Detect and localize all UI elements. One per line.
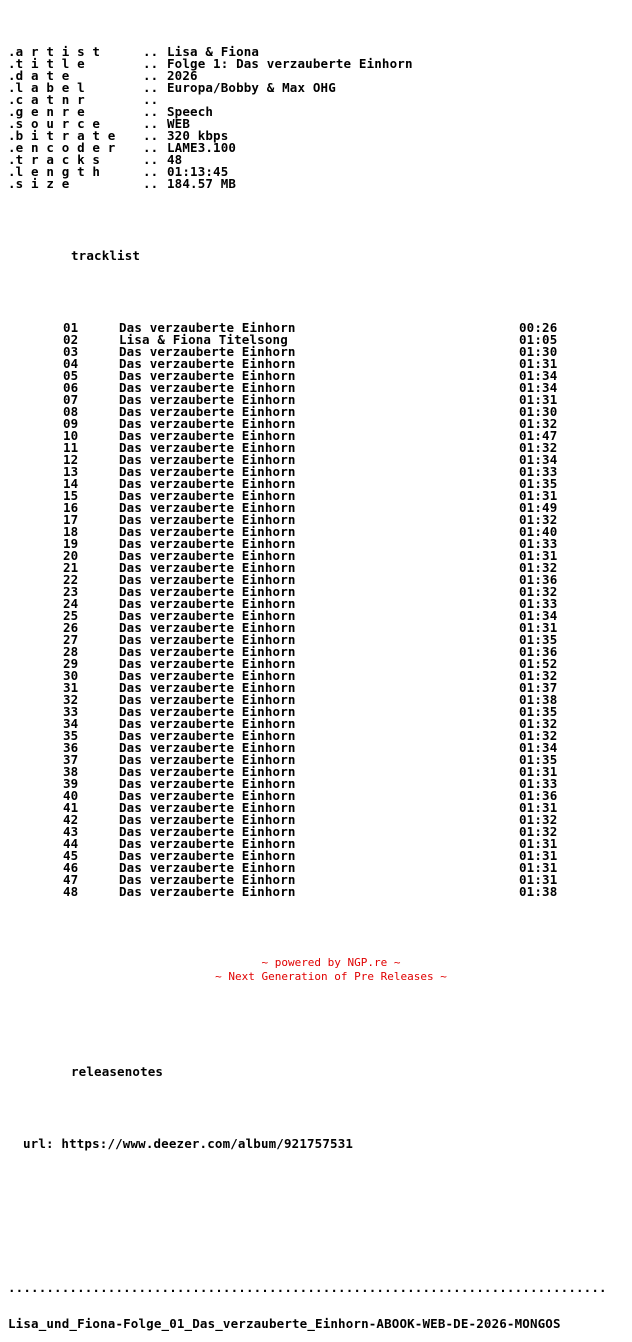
track-title: Das verzauberte Einhorn — [119, 512, 296, 527]
track-title: Das verzauberte Einhorn — [119, 320, 296, 335]
track-number: 34 — [63, 716, 79, 731]
track-duration: 01:34 — [519, 608, 558, 623]
track-duration: 01:49 — [519, 500, 558, 515]
track-duration: 01:33 — [519, 776, 558, 791]
track-title: Das verzauberte Einhorn — [119, 596, 296, 611]
info-key: .d a t e — [8, 68, 70, 83]
info-value: 184.57 MB — [167, 176, 237, 191]
footer-powered-by: ~ powered by NGP.re ~ — [261, 956, 401, 969]
info-value: LAME3.100 — [167, 140, 237, 155]
track-duration: 01:36 — [519, 572, 558, 587]
info-row — [8, 142, 628, 154]
info-value: Folge 1: Das verzauberte Einhorn — [167, 56, 413, 71]
track-duration: 01:35 — [519, 476, 558, 491]
track-duration: 01:33 — [519, 596, 558, 611]
track-duration: 01:32 — [519, 584, 558, 599]
url-label: url: — [23, 1136, 54, 1151]
track-title: Das verzauberte Einhorn — [119, 728, 296, 743]
info-separator: .. — [143, 68, 159, 83]
track-number: 39 — [63, 776, 79, 791]
track-title: Das verzauberte Einhorn — [119, 524, 296, 539]
track-duration: 00:26 — [519, 320, 558, 335]
track-number: 03 — [63, 344, 79, 359]
track-duration: 01:30 — [519, 404, 558, 419]
track-duration: 01:32 — [519, 512, 558, 527]
track-duration: 01:33 — [519, 536, 558, 551]
footer-tagline: ~ Next Generation of Pre Releases ~ — [215, 970, 447, 983]
info-value: Lisa & Fiona — [167, 44, 260, 59]
track-number: 38 — [63, 764, 79, 779]
track-number: 30 — [63, 668, 79, 683]
track-duration: 01:32 — [519, 728, 558, 743]
info-row — [8, 166, 628, 178]
track-number: 45 — [63, 848, 79, 863]
track-duration: 01:34 — [519, 452, 558, 467]
info-key: .s i z e — [8, 176, 70, 191]
track-duration: 01:34 — [519, 368, 558, 383]
track-number: 27 — [63, 632, 79, 647]
track-duration: 01:32 — [519, 416, 558, 431]
info-separator: .. — [143, 104, 159, 119]
track-number: 44 — [63, 836, 79, 851]
track-number: 42 — [63, 812, 79, 827]
track-number: 28 — [63, 644, 79, 659]
info-key: .t i t l e — [8, 56, 85, 71]
track-title: Das verzauberte Einhorn — [119, 344, 296, 359]
track-duration: 01:52 — [519, 656, 558, 671]
track-number: 10 — [63, 428, 79, 443]
track-title: Das verzauberte Einhorn — [119, 836, 296, 851]
track-title: Das verzauberte Einhorn — [119, 464, 296, 479]
track-number: 26 — [63, 620, 79, 635]
track-title: Das verzauberte Einhorn — [119, 536, 296, 551]
info-separator: .. — [143, 92, 159, 107]
track-number: 37 — [63, 752, 79, 767]
track-duration: 01:31 — [519, 872, 558, 887]
info-separator: .. — [143, 176, 159, 191]
releasenotes-heading: releasenotes — [71, 1064, 164, 1079]
info-key: .e n c o d e r — [8, 140, 116, 155]
track-number: 15 — [63, 488, 79, 503]
track-title: Das verzauberte Einhorn — [119, 824, 296, 839]
info-separator: .. — [143, 152, 159, 167]
track-title: Das verzauberte Einhorn — [119, 548, 296, 563]
info-key: .l e n g t h — [8, 164, 101, 179]
info-key: .g e n r e — [8, 104, 85, 119]
tracklist — [8, 322, 628, 898]
url-link[interactable]: https://www.deezer.com/album/921757531 — [61, 1136, 354, 1151]
info-separator: .. — [143, 44, 159, 59]
track-title: Das verzauberte Einhorn — [119, 404, 296, 419]
info-value: 2026 — [167, 68, 198, 83]
track-title: Das verzauberte Einhorn — [119, 656, 296, 671]
info-key: .c a t n r — [8, 92, 85, 107]
track-number: 08 — [63, 404, 79, 419]
track-duration: 01:35 — [519, 704, 558, 719]
track-number: 40 — [63, 788, 79, 803]
track-title: Das verzauberte Einhorn — [119, 860, 296, 875]
track-number: 13 — [63, 464, 79, 479]
track-title: Das verzauberte Einhorn — [119, 428, 296, 443]
track-title: Das verzauberte Einhorn — [119, 560, 296, 575]
track-number: 23 — [63, 584, 79, 599]
url-line — [23, 1138, 628, 1150]
track-title: Das verzauberte Einhorn — [119, 668, 296, 683]
info-value: WEB — [167, 116, 191, 131]
info-row — [8, 58, 628, 70]
track-title: Das verzauberte Einhorn — [119, 848, 296, 863]
track-number: 25 — [63, 608, 79, 623]
track-title: Das verzauberte Einhorn — [119, 812, 296, 827]
track-number: 14 — [63, 476, 79, 491]
track-number: 47 — [63, 872, 79, 887]
info-block — [8, 46, 628, 190]
info-separator: .. — [143, 128, 159, 143]
track-duration: 01:37 — [519, 680, 558, 695]
track-title: Das verzauberte Einhorn — [119, 680, 296, 695]
track-duration: 01:31 — [519, 764, 558, 779]
track-duration: 01:05 — [519, 332, 558, 347]
track-duration: 01:32 — [519, 560, 558, 575]
nfo-document — [8, 22, 628, 1342]
info-row — [8, 106, 628, 118]
track-number: 32 — [63, 692, 79, 707]
footer — [0, 956, 632, 984]
track-number: 29 — [63, 656, 79, 671]
track-title: Das verzauberte Einhorn — [119, 644, 296, 659]
track-number: 20 — [63, 548, 79, 563]
track-number: 04 — [63, 356, 79, 371]
track-duration: 01:36 — [519, 644, 558, 659]
track-duration: 01:34 — [519, 740, 558, 755]
track-duration: 01:38 — [519, 884, 558, 899]
track-number: 31 — [63, 680, 79, 695]
info-row — [8, 94, 628, 106]
track-duration: 01:33 — [519, 464, 558, 479]
track-number: 09 — [63, 416, 79, 431]
info-value: 320 kbps — [167, 128, 229, 143]
track-number: 35 — [63, 728, 79, 743]
info-key: .l a b e l — [8, 80, 85, 95]
track-number: 43 — [63, 824, 79, 839]
track-title: Das verzauberte Einhorn — [119, 740, 296, 755]
info-value: 48 — [167, 152, 183, 167]
track-title: Das verzauberte Einhorn — [119, 632, 296, 647]
info-separator: .. — [143, 116, 159, 131]
info-key: .t r a c k s — [8, 152, 101, 167]
track-number: 36 — [63, 740, 79, 755]
info-value: 01:13:45 — [167, 164, 229, 179]
track-number: 17 — [63, 512, 79, 527]
track-duration: 01:40 — [519, 524, 558, 539]
track-title: Das verzauberte Einhorn — [119, 788, 296, 803]
track-title: Das verzauberte Einhorn — [119, 572, 296, 587]
track-duration: 01:31 — [519, 392, 558, 407]
info-row — [8, 154, 628, 166]
track-title: Das verzauberte Einhorn — [119, 800, 296, 815]
track-number: 22 — [63, 572, 79, 587]
track-title: Das verzauberte Einhorn — [119, 380, 296, 395]
track-duration: 01:32 — [519, 440, 558, 455]
track-title: Das verzauberte Einhorn — [119, 476, 296, 491]
track-title: Das verzauberte Einhorn — [119, 884, 296, 899]
track-title: Das verzauberte Einhorn — [119, 716, 296, 731]
track-number: 06 — [63, 380, 79, 395]
track-title: Das verzauberte Einhorn — [119, 776, 296, 791]
track-duration: 01:47 — [519, 428, 558, 443]
track-number: 46 — [63, 860, 79, 875]
track-duration: 01:32 — [519, 668, 558, 683]
track-title: Das verzauberte Einhorn — [119, 704, 296, 719]
info-separator: .. — [143, 164, 159, 179]
track-title: Das verzauberte Einhorn — [119, 440, 296, 455]
track-title: Das verzauberte Einhorn — [119, 752, 296, 767]
info-value: Speech — [167, 104, 214, 119]
track-duration: 01:31 — [519, 860, 558, 875]
track-duration: 01:32 — [519, 716, 558, 731]
info-key: .s o u r c e — [8, 116, 101, 131]
info-row — [8, 178, 628, 190]
track-duration: 01:38 — [519, 692, 558, 707]
track-title: Das verzauberte Einhorn — [119, 764, 296, 779]
info-separator: .. — [143, 140, 159, 155]
track-number: 05 — [63, 368, 79, 383]
track-duration: 01:31 — [519, 488, 558, 503]
track-duration: 01:32 — [519, 812, 558, 827]
track-duration: 01:31 — [519, 620, 558, 635]
track-number: 07 — [63, 392, 79, 407]
info-key: .b i t r a t e — [8, 128, 116, 143]
track-number: 41 — [63, 800, 79, 815]
track-duration: 01:31 — [519, 356, 558, 371]
track-duration: 01:31 — [519, 848, 558, 863]
track-duration: 01:32 — [519, 824, 558, 839]
track-title: Das verzauberte Einhorn — [119, 608, 296, 623]
track-title: Das verzauberte Einhorn — [119, 368, 296, 383]
track-duration: 01:31 — [519, 548, 558, 563]
track-duration: 01:34 — [519, 380, 558, 395]
release-name: Lisa_und_Fiona-Folge_01_Das_verzauberte_Einhorn-ABOOK-WEB-DE-2026-MONGOS — [8, 1316, 561, 1331]
track-duration: 01:36 — [519, 788, 558, 803]
info-separator: .. — [143, 80, 159, 95]
track-title: Das verzauberte Einhorn — [119, 692, 296, 707]
track-title: Das verzauberte Einhorn — [119, 500, 296, 515]
track-duration: 01:35 — [519, 752, 558, 767]
track-title: Das verzauberte Einhorn — [119, 452, 296, 467]
track-duration: 01:30 — [519, 344, 558, 359]
info-value: Europa/Bobby & Max OHG — [167, 80, 336, 95]
track-title: Das verzauberte Einhorn — [119, 620, 296, 635]
dotted-divider: .............................................................................. — [8, 1282, 607, 1294]
track-number: 48 — [63, 884, 79, 899]
track-number: 16 — [63, 500, 79, 515]
track-number: 02 — [63, 332, 79, 347]
track-row — [8, 886, 628, 898]
track-number: 33 — [63, 704, 79, 719]
track-title: Das verzauberte Einhorn — [119, 416, 296, 431]
info-row — [8, 82, 628, 94]
track-title: Das verzauberte Einhorn — [119, 356, 296, 371]
track-number: 12 — [63, 452, 79, 467]
track-duration: 01:31 — [519, 800, 558, 815]
track-duration: 01:31 — [519, 836, 558, 851]
track-title: Das verzauberte Einhorn — [119, 872, 296, 887]
track-number: 11 — [63, 440, 79, 455]
track-title: Lisa & Fiona Titelsong — [119, 332, 288, 347]
info-key: .a r t i s t — [8, 44, 101, 59]
track-title: Das verzauberte Einhorn — [119, 584, 296, 599]
track-number: 01 — [63, 320, 79, 335]
track-number: 21 — [63, 560, 79, 575]
tracklist-heading: tracklist — [71, 248, 141, 263]
info-separator: .. — [143, 56, 159, 71]
track-duration: 01:35 — [519, 632, 558, 647]
track-number: 19 — [63, 536, 79, 551]
track-number: 18 — [63, 524, 79, 539]
track-title: Das verzauberte Einhorn — [119, 488, 296, 503]
track-title: Das verzauberte Einhorn — [119, 392, 296, 407]
track-number: 24 — [63, 596, 79, 611]
